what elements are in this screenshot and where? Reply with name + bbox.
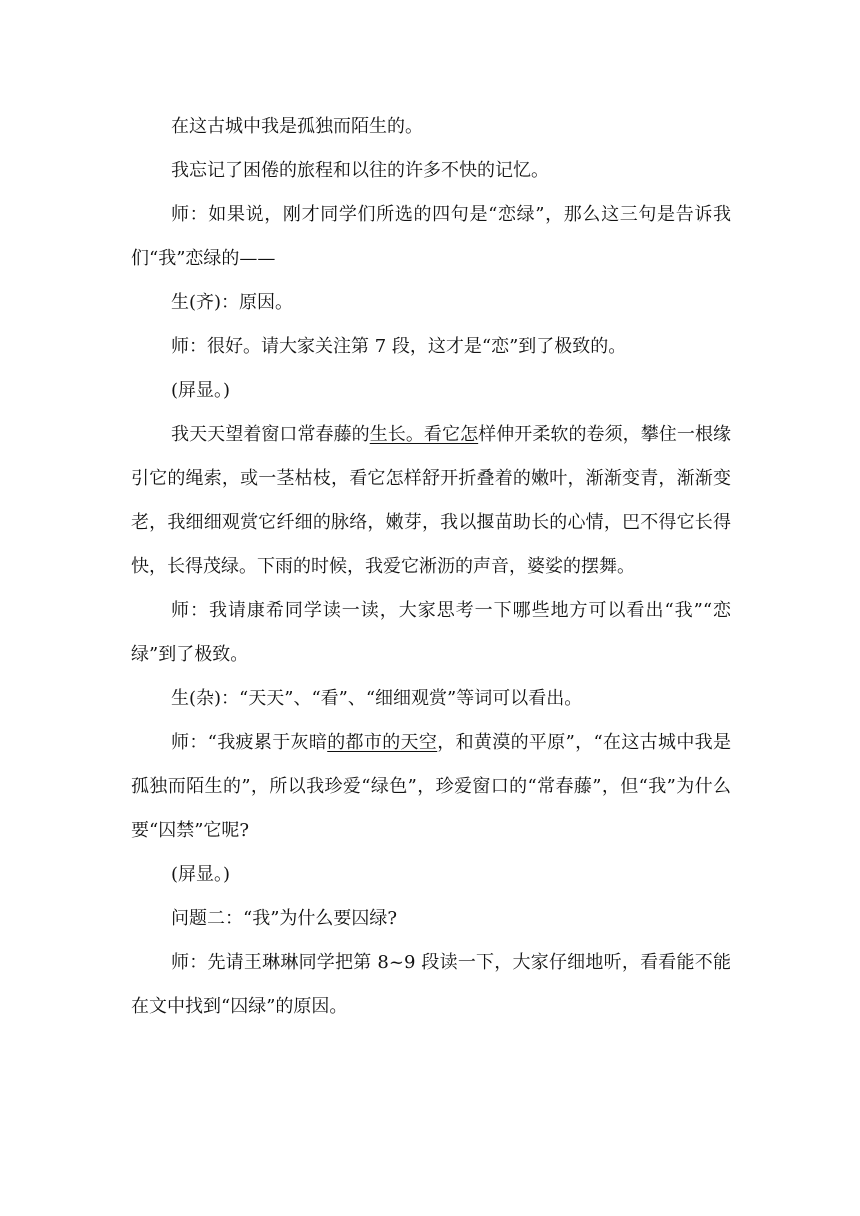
- paragraph: [131, 721, 731, 853]
- underlined-text: 生长。看它怎: [369, 424, 479, 445]
- question-heading: 问题二：“我”为什么要囚绿?: [171, 908, 398, 929]
- paragraph: 师：先请王琳琳同学把第 8~9 段读一下，大家仔细地听，看看能不能在文中找到“囚绿”的原因。: [131, 952, 731, 1017]
- document-body: [131, 105, 731, 1029]
- quoted-passage-paragraph: [131, 413, 731, 589]
- paragraph: (屏显。): [171, 380, 231, 401]
- text-segment: 我天天望着窗口常春藤的: [171, 424, 370, 445]
- paragraph: 师：很好。请大家关注第 7 段，这才是“恋”到了极致的。: [171, 336, 627, 357]
- paragraph: 我忘记了困倦的旅程和以往的许多不快的记忆。: [171, 160, 549, 181]
- paragraph: (屏显。): [171, 864, 231, 885]
- paragraph: 师：如果说，刚才同学们所选的四句是“恋绿”，那么这三句是告诉我们“我”恋绿的——: [131, 204, 731, 269]
- paragraph: 在这古城中我是孤独而陌生的。: [171, 116, 423, 137]
- paragraph: 生(齐)：原因。: [171, 292, 294, 313]
- text-segment: ，和黄漠的平原”，“在这古城中我是孤独而陌生的”，所以我珍爱“绿色”，珍爱窗口的“常春藤”，但“我”为什么要“囚禁”它呢?: [131, 732, 732, 841]
- text-segment: 样伸开柔软的卷须，攀住一根缘引它的绳索，或一茎枯枝，看它怎样舒开折叠着的嫩叶，渐渐变青，渐渐变老，我细细观赏它纤细的脉络，嫩芽，我以揠苗助长的心情，巴不得它长得快，长得茂绿。下雨的时候，我爱它淅沥的声音，婆娑的摆舞。: [131, 424, 732, 577]
- underlined-text: 的都市的天空: [327, 732, 438, 753]
- text-segment: 师：“我疲累于灰暗: [171, 732, 328, 753]
- paragraph: 师：我请康希同学读一读，大家思考一下哪些地方可以看出“我”“恋绿”到了极致。: [131, 600, 731, 665]
- paragraph: 生(杂)：“天天”、“看”、“细细观赏”等词可以看出。: [171, 688, 583, 709]
